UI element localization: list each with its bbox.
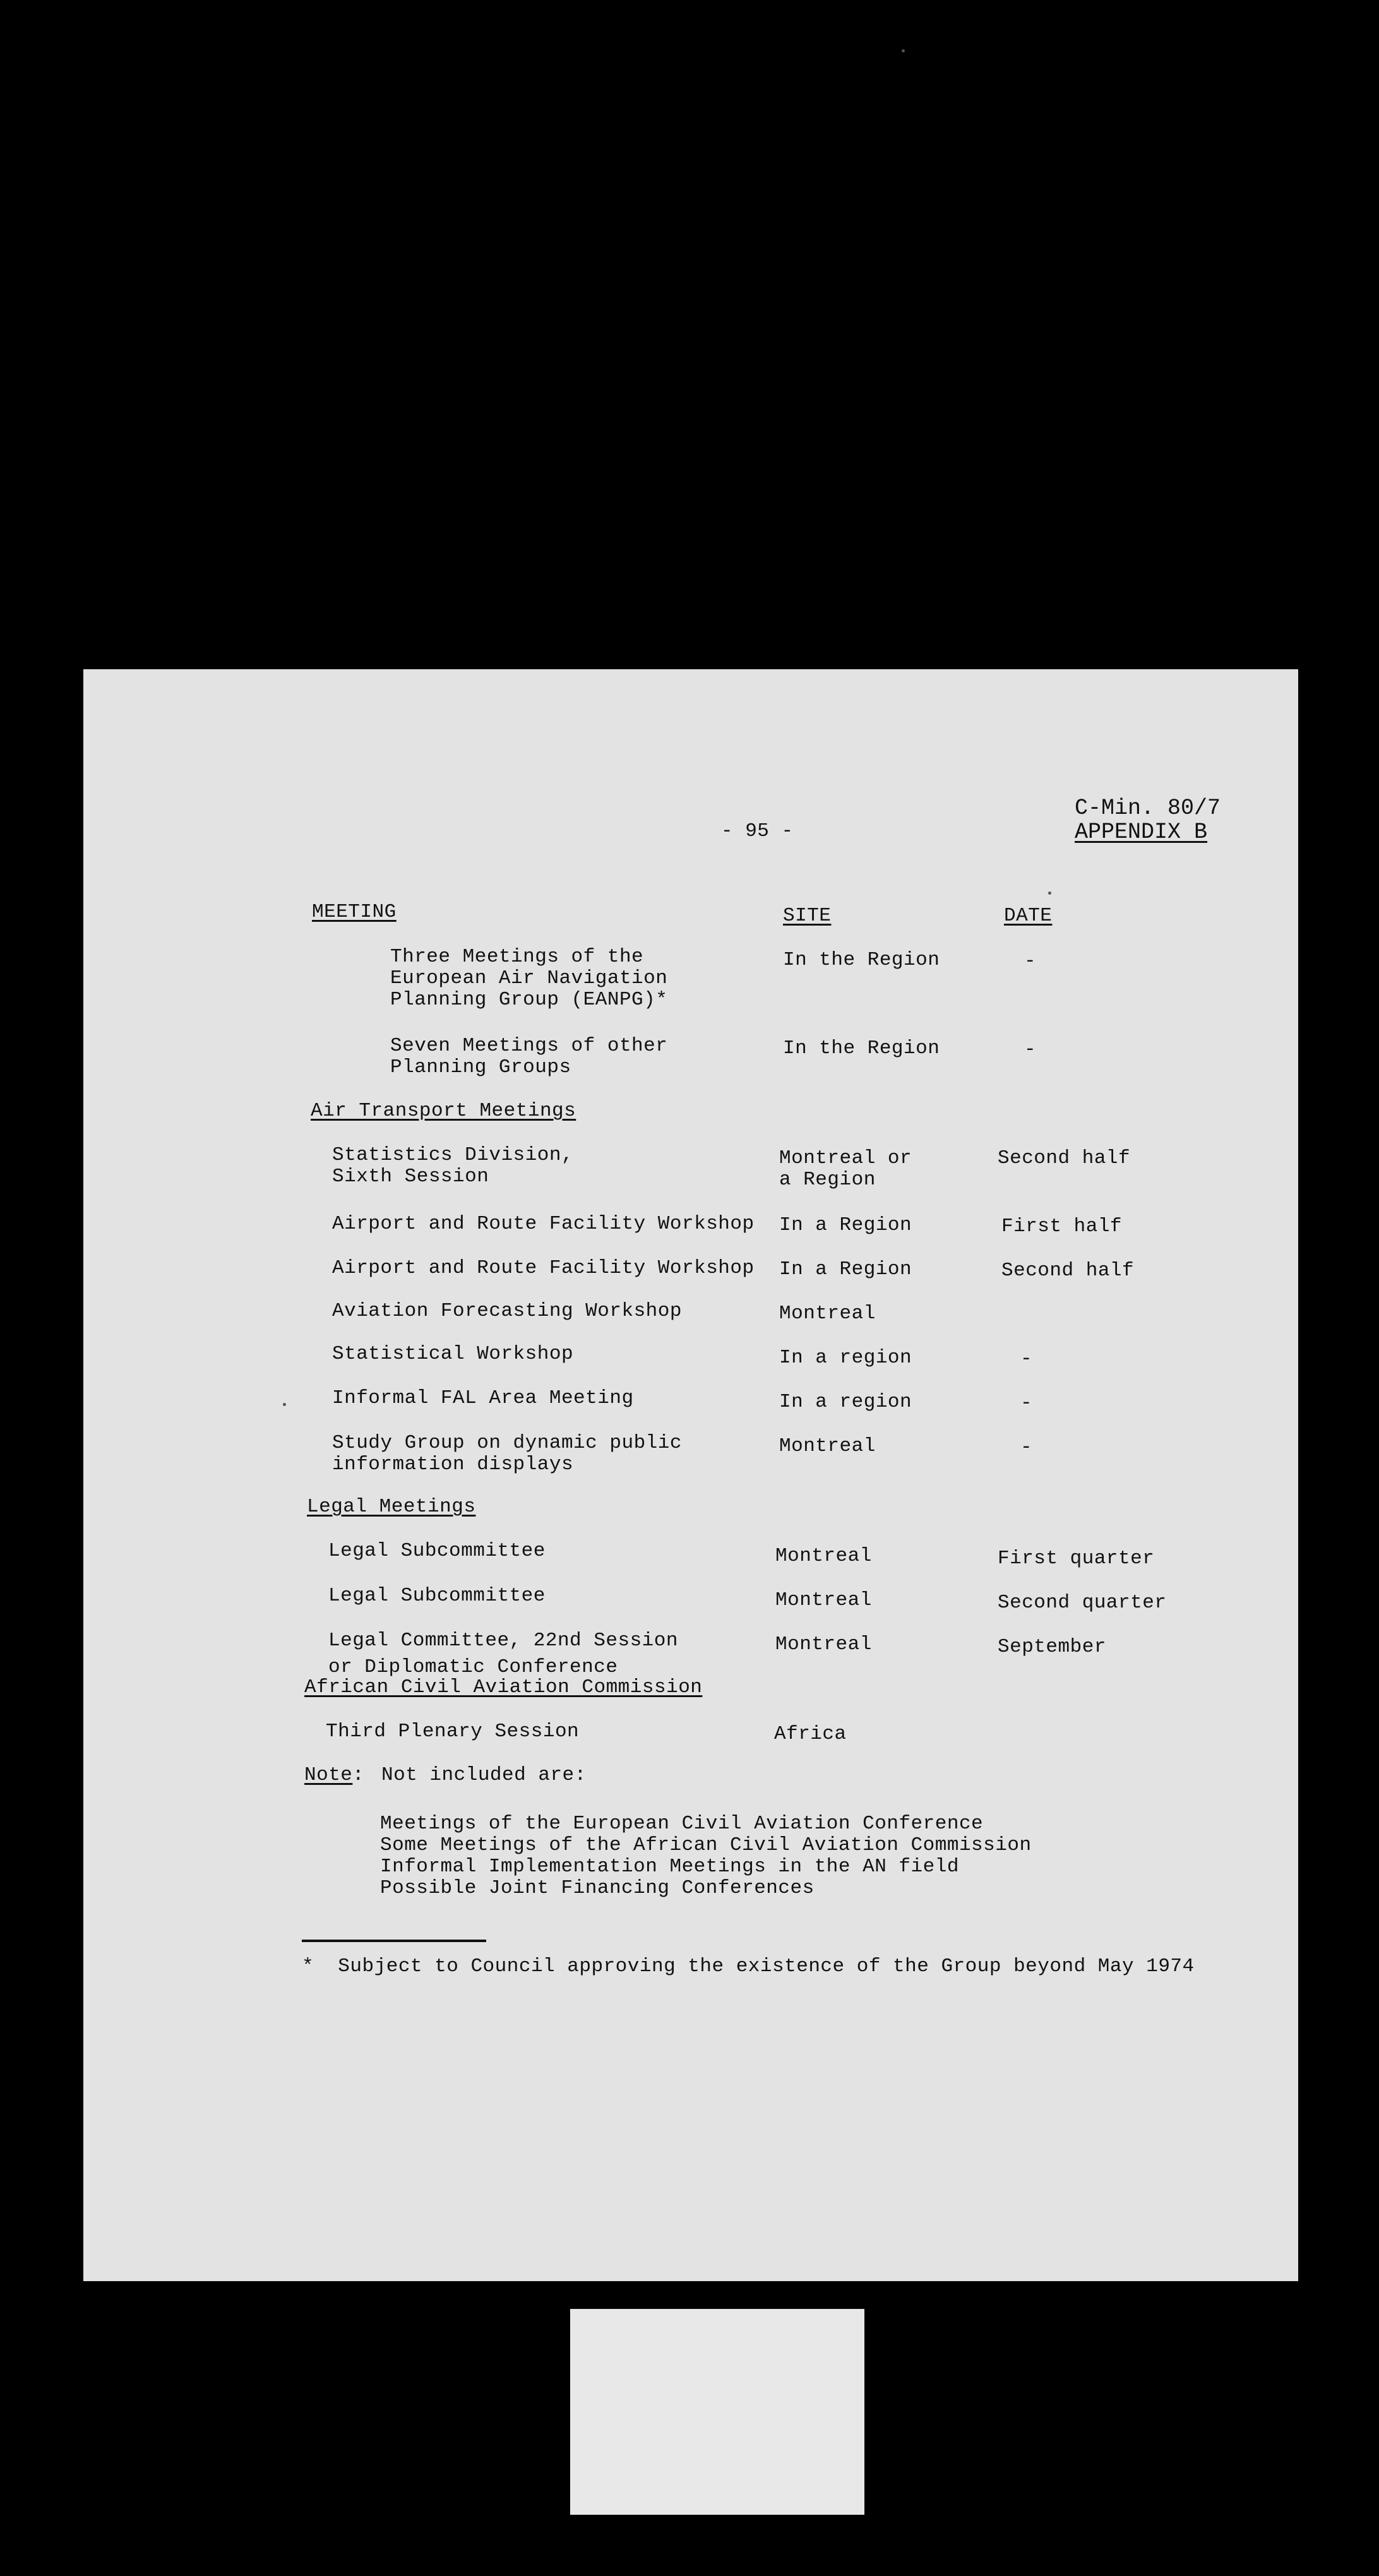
meeting-line: Informal FAL Area Meeting — [332, 1387, 634, 1409]
date-cell: Second half — [998, 1147, 1131, 1169]
document-page — [83, 669, 1298, 2281]
date-cell: - — [1020, 1436, 1033, 1458]
section-heading-air-transport: Air Transport Meetings — [311, 1100, 576, 1122]
note-colon: : — [352, 1764, 365, 1786]
appendix-label: APPENDIX B — [1075, 820, 1208, 845]
site-cell: In the Region — [783, 1037, 940, 1059]
meeting-line: information displays — [332, 1453, 574, 1476]
blank-card — [570, 2309, 864, 2515]
date-cell: Second quarter — [998, 1592, 1167, 1614]
meeting-line: Legal Subcommittee — [328, 1585, 546, 1607]
meeting-line: Study Group on dynamic public — [332, 1432, 682, 1454]
date-cell: Second half — [1001, 1260, 1135, 1282]
note-item: Informal Implementation Meetings in the AN field — [380, 1856, 959, 1878]
site-cell: Montreal — [775, 1545, 872, 1567]
document-reference: C-Min. 80/7 — [1075, 796, 1221, 821]
meeting-line: Legal Committee, 22nd Session — [328, 1630, 678, 1652]
date-cell: - — [1020, 1348, 1033, 1370]
meeting-line: Sixth Session — [332, 1166, 489, 1188]
meeting-line: Planning Groups — [390, 1056, 571, 1078]
site-cell: In a region — [779, 1391, 912, 1413]
site-cell: In a region — [779, 1347, 912, 1369]
scan-speck — [283, 1403, 286, 1406]
date-cell: September — [998, 1636, 1106, 1658]
site-cell: Montreal — [779, 1435, 876, 1457]
column-header-site: SITE — [783, 905, 832, 927]
site-cell: Montreal — [779, 1303, 876, 1325]
footnote: * Subject to Council approving the existence of the Group beyond May 1974 — [302, 1955, 1195, 1977]
meeting-line: Aviation Forecasting Workshop — [332, 1300, 682, 1322]
meeting-line: Planning Group (EANPG)* — [390, 989, 668, 1011]
meeting-line: Airport and Route Facility Workshop — [332, 1213, 755, 1235]
meeting-line: Third Plenary Session — [326, 1720, 580, 1743]
meeting-line: Legal Subcommittee — [328, 1540, 546, 1562]
note-item: Meetings of the European Civil Aviation Conference — [380, 1813, 984, 1835]
footnote-divider — [302, 1940, 486, 1942]
page-number: - 95 - — [721, 820, 794, 842]
section-heading-african-commission: African Civil Aviation Commission — [304, 1676, 703, 1698]
scan-speck — [902, 49, 905, 52]
note-intro: Not included are: — [381, 1764, 587, 1786]
column-header-meeting: MEETING — [312, 901, 397, 923]
site-cell: Montreal or — [779, 1147, 912, 1169]
meeting-line: Airport and Route Facility Workshop — [332, 1257, 755, 1279]
date-cell: First half — [1001, 1215, 1123, 1237]
meeting-line: or Diplomatic Conference — [328, 1656, 618, 1678]
date-cell: - — [1024, 950, 1037, 972]
note-item: Some Meetings of the African Civil Aviation Commission — [380, 1834, 1032, 1856]
site-cell: a Region — [779, 1169, 876, 1191]
site-cell: In a Region — [779, 1214, 912, 1236]
section-heading-legal: Legal Meetings — [307, 1496, 476, 1518]
site-cell: In the Region — [783, 949, 940, 971]
site-cell: Africa — [774, 1723, 847, 1745]
meeting-line: Statistical Workshop — [332, 1343, 574, 1365]
site-cell: In a Region — [779, 1258, 912, 1280]
meeting-line: European Air Navigation — [390, 967, 668, 989]
meeting-line: Seven Meetings of other — [390, 1035, 668, 1057]
site-cell: Montreal — [775, 1589, 872, 1611]
note-item: Possible Joint Financing Conferences — [380, 1877, 815, 1899]
scan-speck — [1048, 891, 1051, 895]
note-label: Note — [304, 1764, 353, 1786]
date-cell: - — [1024, 1039, 1037, 1061]
site-cell: Montreal — [775, 1633, 872, 1655]
date-cell: First quarter — [998, 1547, 1155, 1570]
meeting-line: Statistics Division, — [332, 1144, 574, 1166]
meeting-line: Three Meetings of the — [390, 946, 644, 968]
date-cell: - — [1020, 1392, 1033, 1414]
column-header-date: DATE — [1004, 905, 1053, 927]
